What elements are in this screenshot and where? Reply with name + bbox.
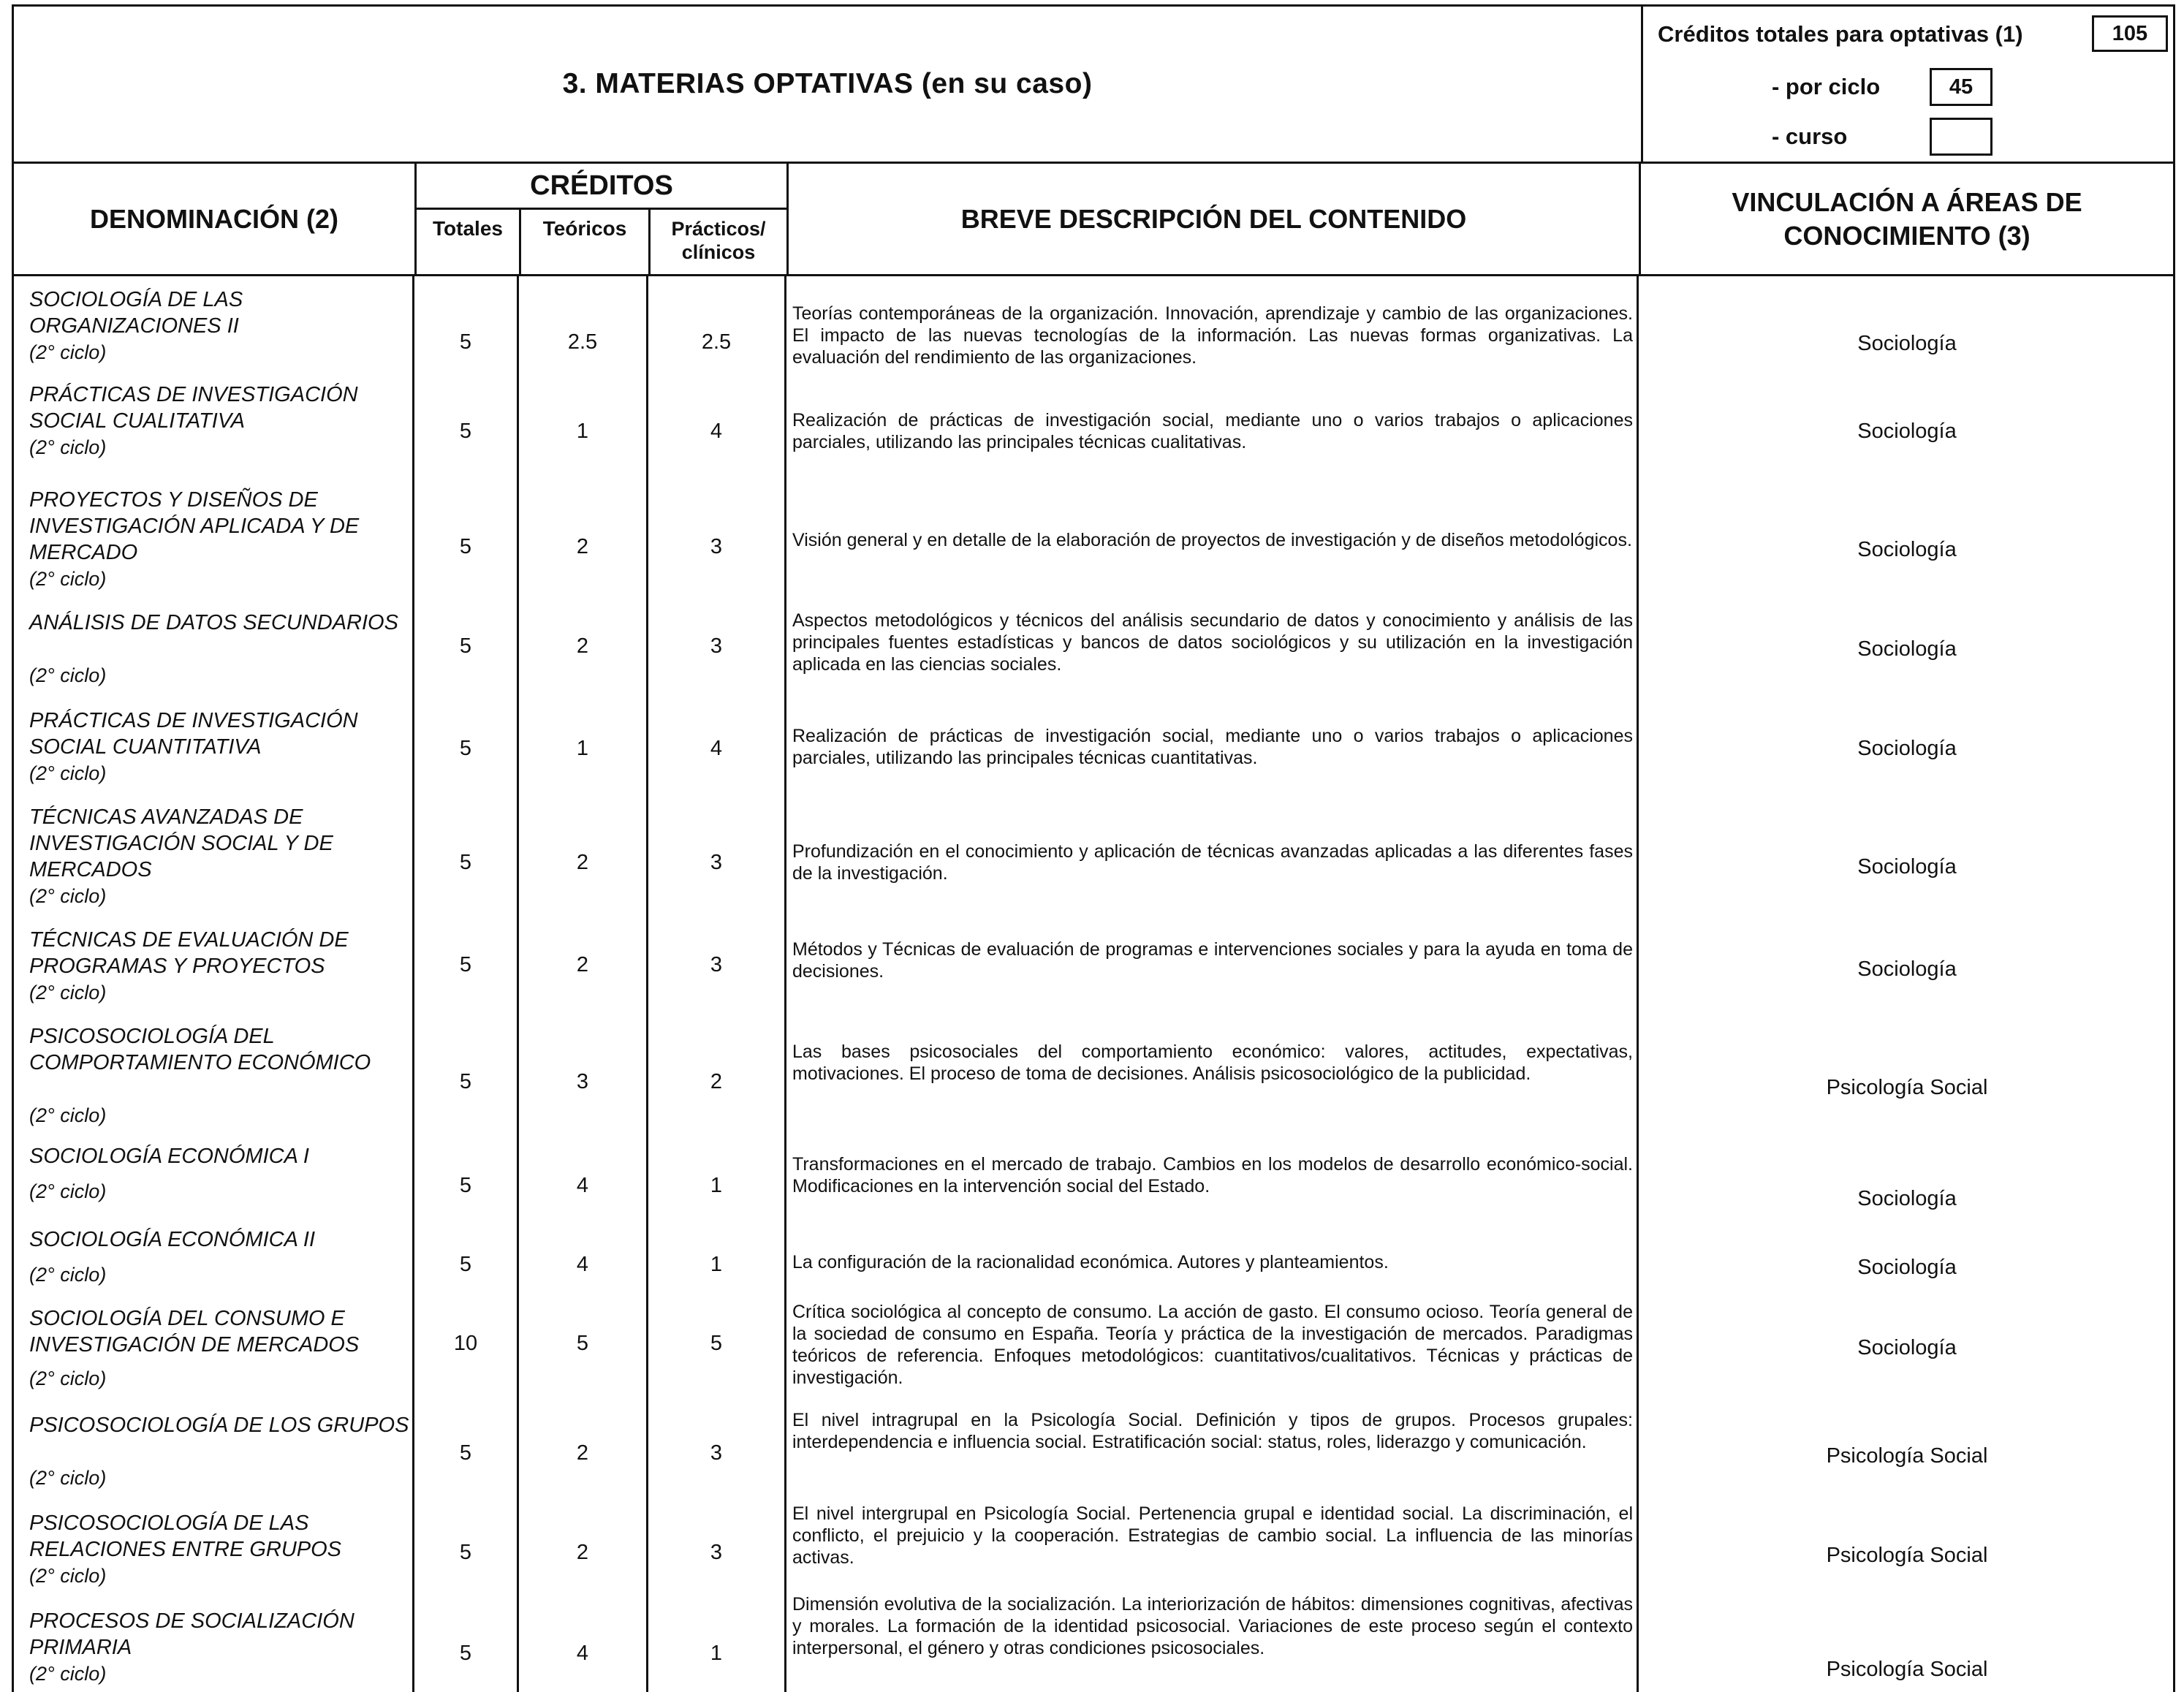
credits-practice: 3 (710, 1441, 723, 1465)
course-denomination (29, 1226, 409, 1286)
course-cycle: (2° ciclo) (29, 341, 107, 363)
credits-practice: 4 (710, 737, 723, 760)
credits-theory: 2 (576, 634, 589, 658)
col-practicos: Prácticos/ clínicos (671, 218, 766, 263)
course-name: SOCIOLOGÍA ECONÓMICA II (29, 1228, 316, 1251)
page-title: 3. MATERIAS OPTATIVAS (en su caso) (562, 68, 1093, 99)
course-denomination (29, 804, 409, 907)
course-name: PROCESOS DE SOCIALIZACIÓN PRIMARIA (29, 1609, 354, 1659)
course-name: PSICOSOCIOLOGÍA DE LOS GRUPOS (29, 1414, 409, 1437)
credits-practice: 1 (710, 1253, 723, 1276)
course-name: SOCIOLOGÍA DEL CONSUMO E INVESTIGACIÓN DE MERCADOS (29, 1307, 360, 1357)
credits-practice: 1 (710, 1174, 723, 1197)
knowledge-area: Sociología (1857, 1256, 1957, 1279)
course-name: ANÁLISIS DE DATOS SECUNDARIOS (29, 611, 398, 634)
credits-theory: 2 (576, 535, 589, 558)
knowledge-area: Sociología (1857, 737, 1957, 760)
credits-total: 5 (459, 737, 472, 760)
credits-total: 5 (459, 535, 472, 558)
credits-total: 5 (459, 1070, 472, 1093)
per-cycle-value: 45 (1930, 68, 1992, 106)
credits-theory: 1 (576, 737, 589, 760)
credits-theory: 4 (576, 1174, 589, 1197)
divider (517, 276, 519, 1692)
course-denomination (29, 1412, 409, 1489)
knowledge-area: Psicología Social (1826, 1444, 1988, 1468)
credits-theory: 2 (576, 1441, 589, 1465)
per-cycle-row (1772, 68, 1880, 106)
course-name: PRÁCTICAS DE INVESTIGACIÓN SOCIAL CUALITATIVA (29, 383, 358, 433)
header-block (12, 4, 2175, 164)
divider (646, 276, 648, 1692)
course-denomination (29, 1608, 409, 1685)
course-name: PSICOSOCIOLOGÍA DEL COMPORTAMIENTO ECONÓMICO (29, 1025, 371, 1074)
credits-total: 5 (459, 1642, 472, 1665)
column-header (12, 164, 2175, 276)
knowledge-area: Psicología Social (1826, 1544, 1988, 1567)
credits-theory: 2.5 (567, 330, 598, 354)
divider (1637, 276, 1639, 1692)
course-denomination (29, 927, 409, 1004)
per-cycle-label: - por ciclo (1772, 74, 1881, 99)
credits-total: 5 (459, 1441, 472, 1465)
course-description: Profundización en el conocimiento y aplicación de técnicas avanzadas aplicadas a las diferentes fases de la investigación. (792, 841, 1633, 884)
course-description: Las bases psicosociales del comportamiento económico: valores, actitudes, expectativas, motivaciones. El proceso de toma de decisiones. Análisis psicosociológico de la publicidad. (792, 1042, 1633, 1084)
course-description: La configuración de la racionalidad económica. Autores y planteamientos. (792, 1252, 1389, 1272)
course-cycle: (2° ciclo) (29, 1264, 107, 1286)
course-cycle: (2° ciclo) (29, 568, 107, 590)
knowledge-area: Sociología (1857, 957, 1957, 981)
course-cycle: (2° ciclo) (29, 664, 107, 686)
course-denomination (29, 1305, 409, 1389)
course-description: Métodos y Técnicas de evaluación de programas e intervenciones sociales y para la ayuda en toma de decisiones. (792, 939, 1633, 982)
credits-theory: 3 (576, 1070, 589, 1093)
credits-total: 5 (459, 330, 472, 354)
course-denomination (29, 707, 409, 784)
divider (412, 276, 414, 1692)
course-cycle: (2° ciclo) (29, 1104, 107, 1126)
col-totales: Totales (433, 217, 503, 240)
knowledge-area: Sociología (1857, 1187, 1957, 1210)
course-description: Transformaciones en el mercado de trabajo. Cambios en los modelos de desarrollo económico-social. Modificaciones en la intervención social del Estado. (792, 1154, 1633, 1196)
credits-total-value: 105 (2092, 15, 2168, 52)
credits-theory: 1 (576, 420, 589, 443)
credits-practice: 3 (710, 953, 723, 976)
course-cycle: (2° ciclo) (29, 885, 107, 907)
course-name: PSICOSOCIOLOGÍA DE LAS RELACIONES ENTRE GRUPOS (29, 1511, 342, 1561)
course-description: Crítica sociológica al concepto de consumo. La acción de gasto. El consumo ocioso. Teoría general de la sociedad de consumo en España. Teoría y práctica de la investigación de mercados. Paradigmas teóricos de referencia. Enfoques metodológicos: cuantitativos/cualitativos. Técnicas y prácticas de investigación. (792, 1302, 1633, 1388)
course-name: PROYECTOS Y DISEÑOS DE INVESTIGACIÓN APLICADA Y DE MERCADO (29, 488, 360, 564)
course-description: Realización de prácticas de investigación social, mediante uno o varios trabajos o aplicaciones parciales, utilizando las principales técnicas cualitativas. (792, 410, 1633, 452)
course-cycle: (2° ciclo) (29, 762, 107, 784)
credits-total: 5 (459, 420, 472, 443)
course-description: Teorías contemporáneas de la organización. Innovación, aprendizaje y cambio de las organizaciones. El impacto de las nuevas tecnologías de la información. Las nuevas formas organizativas. La evaluación del rendimiento de las organizaciones. (792, 303, 1633, 368)
credits-theory: 5 (576, 1332, 589, 1355)
credits-total-label: Créditos totales para optativas (1) (1658, 21, 2023, 47)
credits-theory: 4 (576, 1642, 589, 1665)
course-cycle: (2° ciclo) (29, 1467, 107, 1489)
credits-practice: 2 (710, 1070, 723, 1093)
credits-theory: 2 (576, 953, 589, 976)
course-description: El nivel intergrupal en Psicología Social. Pertenencia grupal e identidad social. La discriminación, el conflicto, el prejuicio y la cooperación. Estrategias de cambio social. La influencia de las minorías activas. (792, 1503, 1633, 1568)
course-denomination (29, 1143, 409, 1202)
credits-theory: 4 (576, 1253, 589, 1276)
course-denomination (29, 1023, 409, 1126)
course-description: El nivel intragrupal en la Psicología Social. Definición y tipos de grupos. Procesos grupales: interdependencia e influencia social. Estratificación social: status, roles, liderazgo y comunicación. (792, 1410, 1633, 1452)
credits-total: 10 (453, 1332, 478, 1355)
course-cycle: (2° ciclo) (29, 982, 107, 1004)
credits-total: 5 (459, 953, 472, 976)
knowledge-area: Sociología (1857, 538, 1957, 561)
knowledge-area: Psicología Social (1826, 1658, 1988, 1681)
course-name: TÉCNICAS DE EVALUACIÓN DE PROGRAMAS Y PROYECTOS (29, 928, 349, 978)
course-description: Aspectos metodológicos y técnicos del análisis secundario de datos y conocimiento y análisis de las principales fuentes estadísticas y bancos de datos sociológicos y su utilización en la investigación aplicada en las ciencias sociales. (792, 610, 1633, 675)
course-denomination (29, 382, 409, 458)
divider (2173, 276, 2175, 1692)
course-denomination (29, 610, 409, 686)
credits-practice: 4 (710, 420, 723, 443)
credits-total: 5 (459, 851, 472, 874)
col-teoricos: Teóricos (542, 217, 627, 240)
knowledge-area: Sociología (1857, 420, 1957, 443)
course-cycle: (2° ciclo) (29, 1565, 107, 1587)
divider (784, 276, 786, 1692)
col-creditos: CRÉDITOS (530, 170, 673, 201)
divider (12, 276, 14, 1692)
course-denomination (29, 487, 409, 590)
credits-practice: 1 (710, 1642, 723, 1665)
course-cycle: (2° ciclo) (29, 1180, 107, 1202)
col-descripcion: BREVE DESCRIPCIÓN DEL CONTENIDO (960, 203, 1467, 234)
credits-theory: 2 (576, 851, 589, 874)
col-vinculacion: VINCULACIÓN A ÁREAS DE CONOCIMIENTO (3) (1732, 186, 2082, 251)
per-course-row (1772, 118, 1847, 156)
course-name: SOCIOLOGÍA ECONÓMICA I (29, 1145, 309, 1168)
credits-practice: 3 (710, 1541, 723, 1564)
credits-total: 5 (459, 634, 472, 658)
credits-total: 5 (459, 1253, 472, 1276)
course-name: TÉCNICAS AVANZADAS DE INVESTIGACIÓN SOCIAL Y DE MERCADOS (29, 805, 333, 881)
course-cycle: (2° ciclo) (29, 1367, 107, 1389)
course-name: SOCIOLOGÍA DE LAS ORGANIZACIONES II (29, 288, 243, 338)
credits-total-row (1658, 15, 2023, 53)
course-cycle: (2° ciclo) (29, 436, 107, 458)
course-name: PRÁCTICAS DE INVESTIGACIÓN SOCIAL CUANTITATIVA (29, 709, 358, 759)
credits-total: 5 (459, 1541, 472, 1564)
credits-practice: 2.5 (701, 330, 732, 354)
credits-practice: 3 (710, 851, 723, 874)
knowledge-area: Sociología (1857, 637, 1957, 661)
credits-total: 5 (459, 1174, 472, 1197)
per-course-label: - curso (1772, 124, 1848, 149)
knowledge-area: Sociología (1857, 332, 1957, 355)
course-denomination (29, 287, 409, 363)
course-description: Dimensión evolutiva de la socialización. La interiorización de hábitos: dimensiones cognitivas, afectivas y morales. La formación de la identidad psicosocial. Variaciones de este proceso según el contexto interpersonal, el género y otras condiciones psicosociales. (792, 1594, 1633, 1658)
knowledge-area: Psicología Social (1826, 1076, 1988, 1099)
knowledge-area: Sociología (1857, 1336, 1957, 1359)
optativas-table (12, 276, 2175, 1692)
per-course-value (1930, 118, 1992, 156)
credits-practice: 5 (710, 1332, 723, 1355)
credits-theory: 2 (576, 1541, 589, 1564)
knowledge-area: Sociología (1857, 855, 1957, 879)
course-denomination (29, 1510, 409, 1587)
course-description: Realización de prácticas de investigación social, mediante uno o varios trabajos o aplicaciones parciales, utilizando las principales técnicas cuantitativas. (792, 726, 1633, 768)
course-description: Visión general y en detalle de la elaboración de proyectos de investigación y de diseños metodológicos. (792, 530, 1632, 550)
course-cycle: (2° ciclo) (29, 1663, 107, 1685)
credits-summary (1641, 7, 2175, 162)
col-denominacion: DENOMINACIÓN (2) (90, 203, 338, 234)
credits-practice: 3 (710, 634, 723, 658)
credits-practice: 3 (710, 535, 723, 558)
